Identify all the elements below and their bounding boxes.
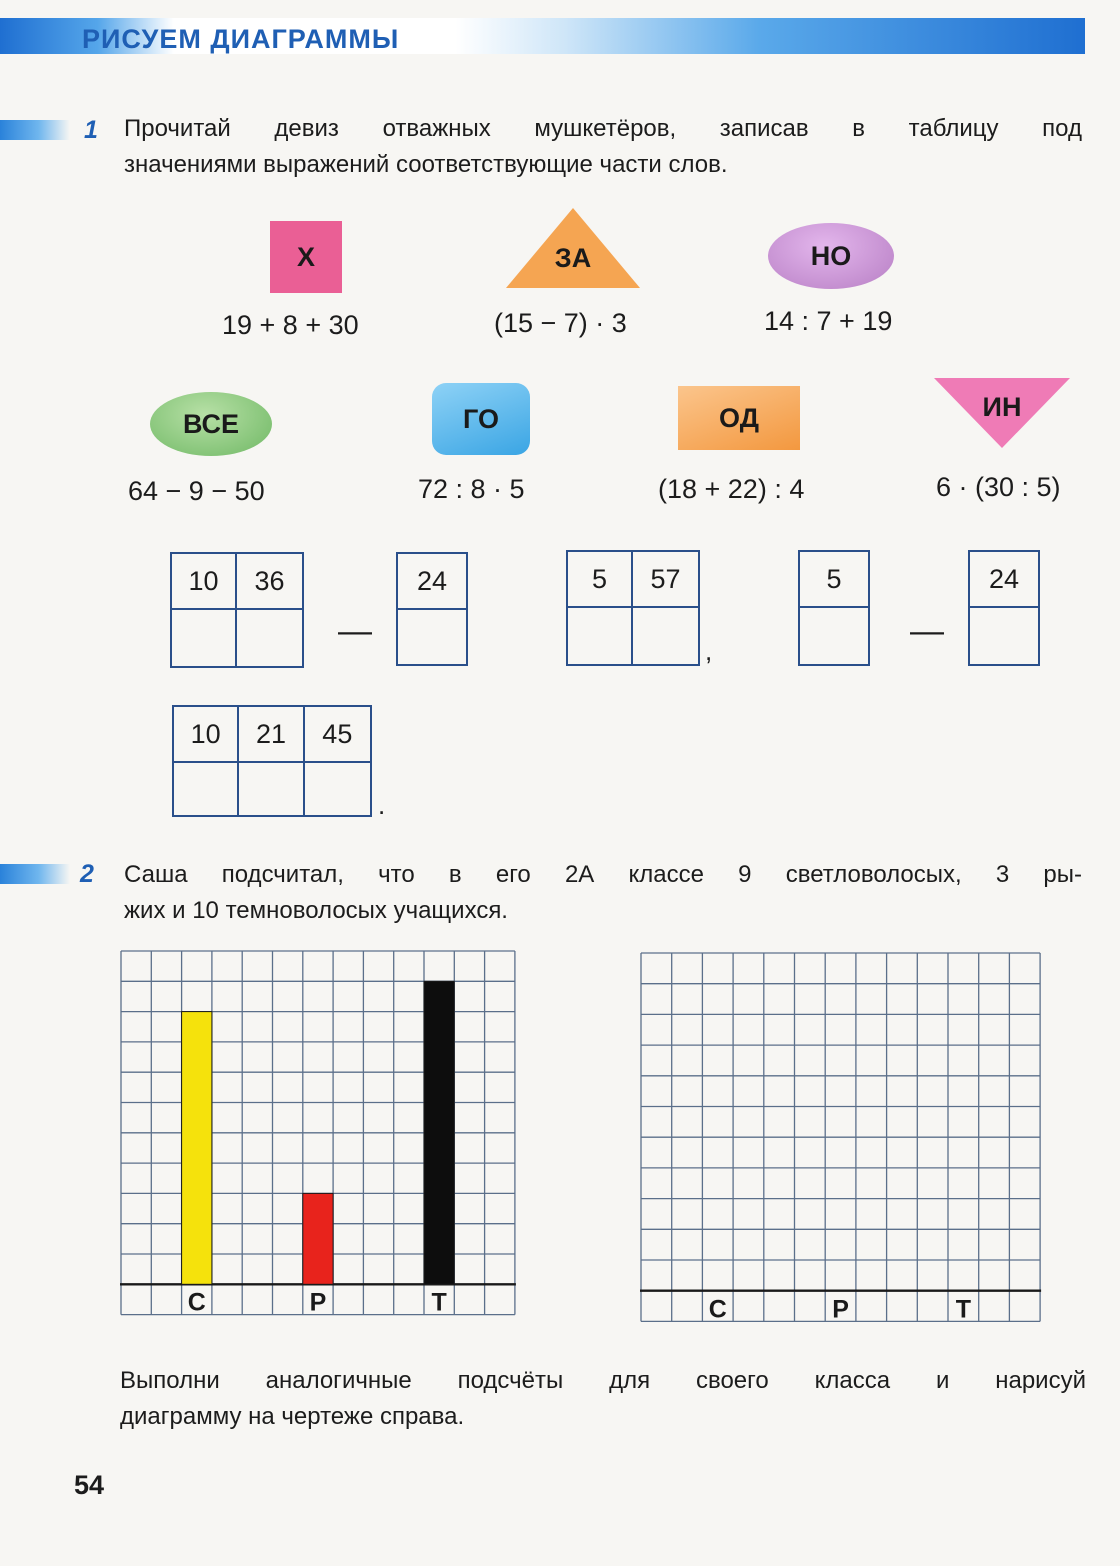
- comma-separator: ,: [705, 636, 713, 666]
- task1-line1: Прочитай девиз отважных мушкетёров, записав в таблицу под: [124, 115, 1082, 142]
- box-value: 24: [398, 554, 466, 610]
- box-value: 24: [970, 552, 1038, 608]
- category-label: С: [708, 1295, 727, 1324]
- card-label: НО: [810, 240, 852, 271]
- task1-line2: значениями выражений соответствующие части слов.: [124, 151, 728, 178]
- task2-line2: жих и 10 темноволосых учащихся.: [124, 897, 508, 924]
- category-label: Т: [431, 1288, 447, 1317]
- dash-separator: —: [910, 612, 944, 650]
- answer-input-cell[interactable]: [174, 763, 239, 815]
- card-expression: 72 : 8 · 5: [418, 474, 525, 504]
- card-label: ЗА: [554, 242, 592, 273]
- empty-diagram-grid[interactable]: [640, 952, 1044, 1344]
- bar-2: [303, 1193, 333, 1284]
- answer-input-cell[interactable]: [633, 608, 698, 664]
- answer-input-cell[interactable]: [800, 608, 868, 664]
- answer-input-cell[interactable]: [398, 610, 466, 664]
- period-separator: .: [378, 790, 386, 820]
- box-value: 36: [237, 554, 302, 610]
- card-expression: 6 · (30 : 5): [936, 472, 1061, 502]
- answer-input-cell[interactable]: [568, 608, 633, 664]
- bar-3: [424, 981, 454, 1284]
- answer-box: [566, 550, 700, 666]
- instruction-line1: Выполни аналогичные подсчёты для своего класса и нарисуй: [120, 1367, 1086, 1394]
- box-value: 45: [305, 707, 370, 763]
- answer-box: [798, 550, 870, 666]
- box-value: 57: [633, 552, 698, 608]
- task2-line1: Саша подсчитал, что в его 2А классе 9 светловолосых, 3 ры-: [124, 861, 1082, 888]
- dash-separator: —: [338, 612, 372, 650]
- card-expression: (15 − 7) · 3: [494, 308, 627, 338]
- card-label: ГО: [463, 403, 499, 434]
- category-label: С: [187, 1288, 206, 1317]
- task-marker-stripe: [0, 864, 70, 884]
- card-label: ИН: [982, 391, 1022, 422]
- answer-input-cell[interactable]: [970, 608, 1038, 664]
- page-title: РИСУЕМ ДИАГРАММЫ: [82, 24, 400, 54]
- category-label: Р: [832, 1295, 849, 1324]
- answer-input-cell[interactable]: [305, 763, 370, 815]
- answer-input-cell[interactable]: [239, 763, 304, 815]
- card-green-ellipse: [150, 392, 272, 456]
- card-expression: 64 − 9 − 50: [128, 476, 265, 506]
- page-number: 54: [74, 1470, 105, 1500]
- grid-lines: [641, 953, 1040, 1324]
- card-expression: 14 : 7 + 19: [764, 306, 893, 336]
- card-orange-rect: [678, 386, 800, 450]
- answer-box: [968, 550, 1040, 666]
- box-value: 10: [174, 707, 239, 763]
- instruction-line2: диаграмму на чертеже справа.: [120, 1403, 465, 1430]
- box-value: 10: [172, 554, 237, 610]
- answer-box: [170, 552, 304, 668]
- hair-color-bar-chart: [120, 950, 520, 1340]
- card-expression: (18 + 22) : 4: [658, 474, 805, 504]
- card-pink-square: [270, 221, 342, 293]
- task-number: 1: [84, 116, 98, 144]
- task-marker-stripe: [0, 120, 70, 140]
- task-number: 2: [80, 860, 94, 888]
- bar-1: [182, 1012, 212, 1285]
- card-blue-rounded-rect: [432, 383, 530, 455]
- box-value: 5: [568, 552, 633, 608]
- answer-box: [396, 552, 468, 666]
- card-purple-ellipse: [768, 223, 894, 289]
- card-pink-inverted-triangle: [934, 378, 1070, 448]
- category-label: Т: [955, 1295, 971, 1324]
- category-label: Р: [309, 1288, 327, 1317]
- box-value: 5: [800, 552, 868, 608]
- answer-input-cell[interactable]: [172, 610, 237, 666]
- card-label: Х: [296, 241, 315, 272]
- answer-box: [172, 705, 372, 817]
- card-orange-triangle: [506, 208, 640, 288]
- card-expression: 19 + 8 + 30: [222, 310, 359, 340]
- box-value: 21: [239, 707, 304, 763]
- card-label: ВСЕ: [183, 408, 239, 439]
- card-label: ОД: [719, 402, 759, 433]
- answer-input-cell[interactable]: [237, 610, 302, 666]
